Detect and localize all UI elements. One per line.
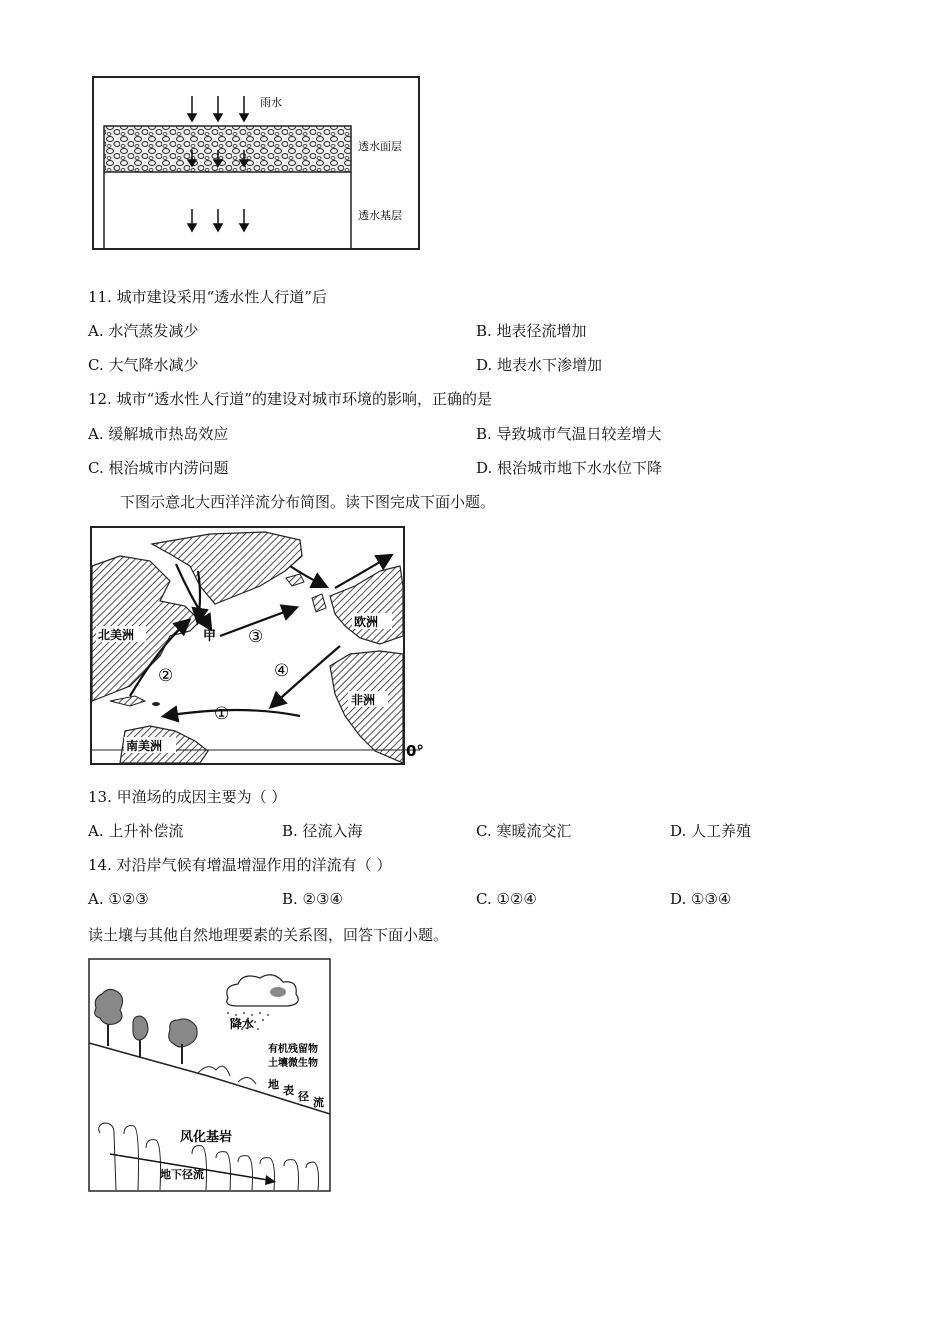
q11-option-c[interactable]: C. 大气降水减少 xyxy=(88,356,199,374)
q12-option-d[interactable]: D. 根治城市地下水水位下降 xyxy=(476,459,663,477)
fig1-base-label: 透水基层 xyxy=(358,209,402,222)
q14-option-a[interactable]: A. ①②③ xyxy=(88,890,149,908)
q12-stem: 12. 城市“透水性人行道”的建设对城市环境的影响，正确的是 xyxy=(88,390,492,408)
q13-option-d[interactable]: D. 人工养殖 xyxy=(670,822,752,840)
q12-option-a[interactable]: A. 缓解城市热岛效应 xyxy=(88,425,229,443)
q13-option-c[interactable]: C. 寒暖流交汇 xyxy=(476,822,572,840)
fig3-groundwater-label: 地下径流 xyxy=(160,1168,204,1181)
fig1-surface-label: 透水面层 xyxy=(358,140,402,153)
fig3-microbe-label: 土壤微生物 xyxy=(268,1058,318,1069)
permeable-pavement-figure xyxy=(92,76,422,251)
q12-option-c[interactable]: C. 根治城市内涝问题 xyxy=(88,459,229,477)
q13-stem: 13. 甲渔场的成因主要为（ ） xyxy=(88,788,287,806)
fig1-rain-label: 雨水 xyxy=(260,96,282,109)
map-north-america: 北美洲 xyxy=(98,628,135,642)
q11-option-a[interactable]: A. 水汽蒸发减少 xyxy=(88,322,199,340)
q11-option-d[interactable]: D. 地表水下渗增加 xyxy=(476,356,603,374)
fig3-runoff-4: 流 xyxy=(313,1096,324,1109)
map-current-1: ① xyxy=(214,704,230,724)
map-europe: 欧洲 xyxy=(354,615,379,629)
intro-soil: 读土壤与其他自然地理要素的关系图，回答下面小题。 xyxy=(88,926,449,944)
map-fishery-jia: 甲 xyxy=(203,629,217,644)
fig3-organic-label: 有机残留物 xyxy=(268,1044,318,1055)
fig3-runoff-3: 径 xyxy=(298,1090,309,1103)
map-equator-label: 0° xyxy=(406,742,424,760)
map-south-america: 南美洲 xyxy=(126,739,163,753)
soil-relationship-figure xyxy=(88,958,333,1194)
q12-option-b[interactable]: B. 导致城市气温日较差增大 xyxy=(476,425,662,443)
map-africa: 非洲 xyxy=(351,693,376,707)
fig3-rock-label: 风化基岩 xyxy=(180,1130,233,1145)
q13-option-a[interactable]: A. 上升补偿流 xyxy=(88,822,184,840)
q11-option-b[interactable]: B. 地表径流增加 xyxy=(476,322,587,340)
intro-ocean-currents: 下图示意北大西洋洋流分布简图。读下图完成下面小题。 xyxy=(120,493,496,511)
q13-option-b[interactable]: B. 径流入海 xyxy=(282,822,363,840)
map-current-2: ② xyxy=(158,666,174,686)
q11-stem: 11. 城市建设采用“透水性人行道”后 xyxy=(88,288,327,306)
map-current-3: ③ xyxy=(248,627,264,647)
q14-stem: 14. 对沿岸气候有增温增湿作用的洋流有（ ） xyxy=(88,856,392,874)
q14-option-d[interactable]: D. ①③④ xyxy=(670,890,732,908)
atlantic-currents-map xyxy=(90,526,435,766)
fig3-runoff-1: 地 xyxy=(268,1078,279,1091)
q14-option-c[interactable]: C. ①②④ xyxy=(476,890,537,908)
q14-option-b[interactable]: B. ②③④ xyxy=(282,890,343,908)
map-current-4: ④ xyxy=(274,661,290,681)
fig3-rain-label: 降水 xyxy=(230,1017,255,1031)
fig3-runoff-2: 表 xyxy=(283,1084,294,1097)
